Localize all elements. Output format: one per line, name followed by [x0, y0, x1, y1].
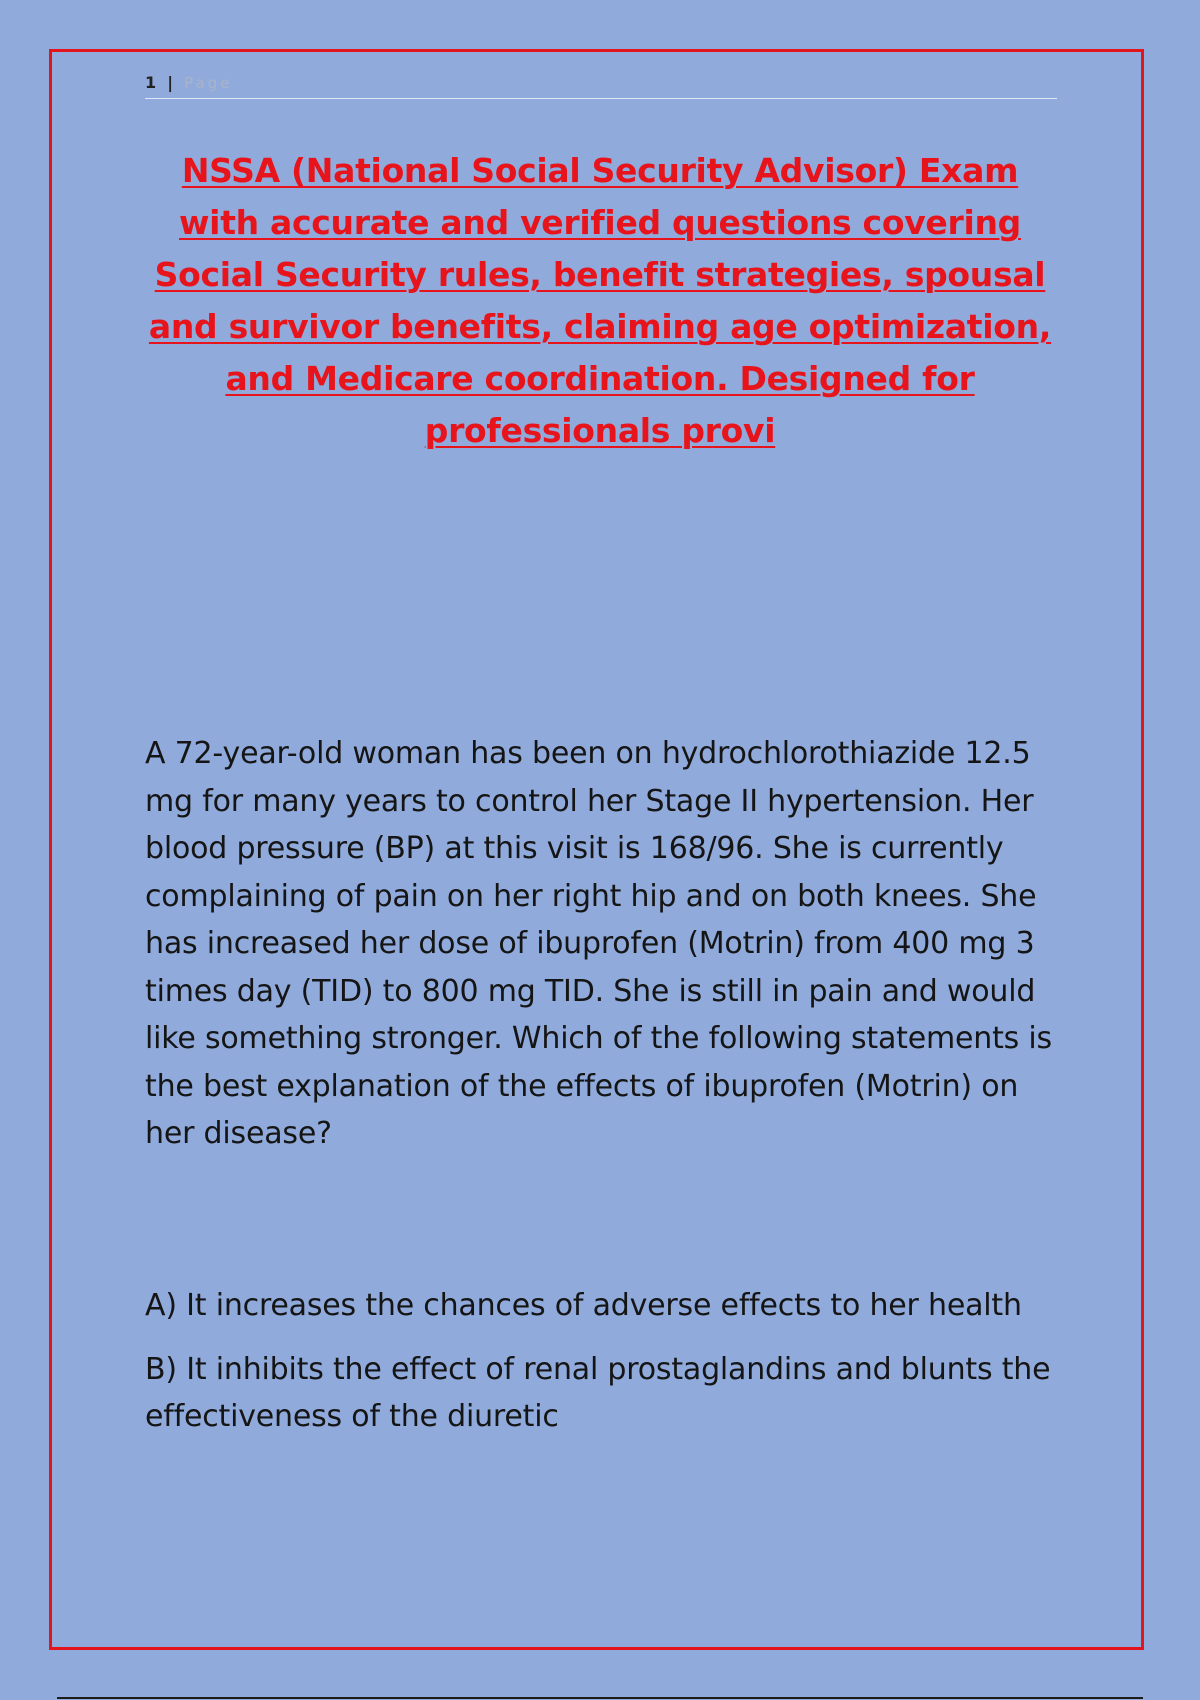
answer-options [145, 1282, 1075, 1457]
document-title: NSSA (National Social Security Advisor) Exam with accurate and verified questions covering Social Security rules, benefit strategies, spousal and survivor benefits, claiming age optimization, and Medicare coordination. Designed for professionals provi [148, 151, 1052, 450]
page-header [145, 70, 1057, 99]
answer-option-b: B) It inhibits the effect of renal prostaglandins and blunts the effectiveness of the diuretic [145, 1351, 1051, 1434]
page-number: 1 [145, 73, 160, 92]
footer-divider [57, 1697, 1143, 1699]
answer-option-a: A) It increases the chances of adverse effects to her health [145, 1288, 1022, 1323]
page-header-separator: | [167, 73, 177, 92]
question-text: A 72-year-old woman has been on hydrochlorothiazide 12.5 mg for many years to control her Stage II hypertension. Her blood pressure (BP) at this visit is 168/96. She is currently complaining of pain on her right hip and on both knees. She has increased her dose of ibuprofen (Motrin) from 400 mg 3 times day (TID) to 800 mg TID. She is still in pain and would like something stronger. Which of the following statements is the best explanation of the effects of ibuprofen (Motrin) on her disease? [145, 736, 1052, 1151]
page-label: Page [184, 74, 233, 92]
